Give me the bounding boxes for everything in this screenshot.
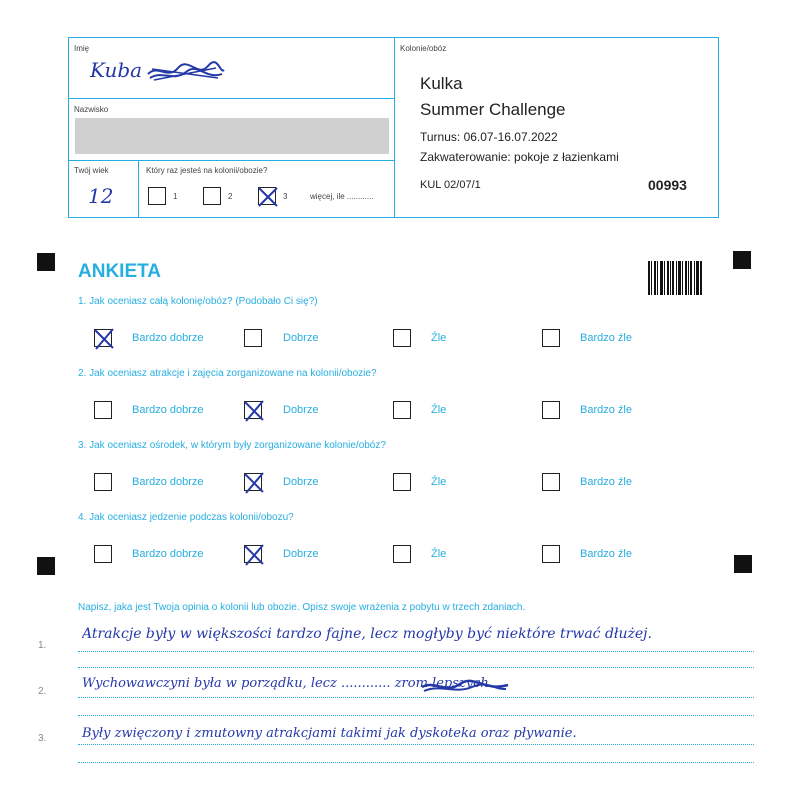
header-line-3 — [138, 160, 139, 218]
question-3-option-4-label: Bardzo źle — [580, 476, 632, 488]
question-4-option-3-label: Źle — [431, 548, 447, 560]
question-3-checkbox-4[interactable] — [542, 473, 560, 491]
check-x-icon — [256, 185, 280, 209]
camp-turnus: Turnus: 06.07-16.07.2022 — [420, 130, 558, 144]
header-line-2 — [68, 160, 395, 161]
surname-label: Nazwisko — [74, 105, 109, 114]
question-2-option-4-label: Bardzo źle — [580, 404, 632, 416]
question-3-option-3-label: Źle — [431, 476, 447, 488]
dotted-line-2a — [78, 697, 754, 698]
question-2-checkbox-3[interactable] — [393, 401, 411, 419]
question-2-option-1-label: Bardzo dobrze — [132, 404, 204, 416]
registration-marker-bottom-left — [37, 557, 55, 575]
age-value: 12 — [88, 184, 114, 208]
name-value: Kuba — [90, 58, 143, 82]
question-2-checkbox-2[interactable] — [244, 401, 262, 419]
question-3-option-1-label: Bardzo dobrze — [132, 476, 204, 488]
question-3-checkbox-1[interactable] — [94, 473, 112, 491]
surname-redacted — [75, 118, 389, 154]
times-option-2: 2 — [228, 192, 233, 201]
dotted-line-1a — [78, 651, 754, 652]
dotted-line-2b — [78, 715, 754, 716]
check-x-icon — [242, 543, 266, 567]
question-2-text: 2. Jak oceniasz atrakcje i zajęcia zorganizowane na kolonii/obozie? — [78, 368, 377, 379]
question-1-option-2-label: Dobrze — [283, 332, 319, 344]
header-line-1 — [68, 98, 395, 99]
camp-accommodation: Zakwaterowanie: pokoje z łazienkami — [420, 150, 619, 164]
registration-marker-top-right — [733, 251, 751, 269]
question-3-option-2-label: Dobrze — [283, 476, 319, 488]
question-1-checkbox-4[interactable] — [542, 329, 560, 347]
camp-name: Kulka — [420, 74, 463, 93]
barcode-icon — [648, 261, 702, 300]
times-checkbox-1[interactable] — [148, 187, 166, 205]
registration-marker-bottom-right — [734, 555, 752, 573]
dotted-line-3b — [78, 762, 754, 763]
times-label: Który raz jesteś na kolonii/obozie? — [146, 166, 268, 175]
question-1-option-3-label: Źle — [431, 332, 447, 344]
question-3-checkbox-2[interactable] — [244, 473, 262, 491]
age-label: Twój wiek — [74, 166, 109, 175]
question-1-option-4-label: Bardzo źle — [580, 332, 632, 344]
line-number-3: 3. — [38, 733, 47, 744]
camp-code: KUL 02/07/1 — [420, 179, 481, 191]
question-3-text: 3. Jak oceniasz ośrodek, w którym były zorganizowane kolonie/obóz? — [78, 440, 386, 451]
question-1-text: 1. Jak oceniasz całą kolonię/obóz? (Podobało Ci się?) — [78, 296, 318, 307]
header-divider — [394, 37, 395, 218]
opinion-line-1[interactable]: Atrakcje były w większości tardzo fajne, lecz mogłyby być niektóre trwać dłużej. — [82, 626, 652, 642]
question-2-checkbox-1[interactable] — [94, 401, 112, 419]
camp-number: 00993 — [648, 177, 687, 193]
check-x-icon — [242, 471, 266, 495]
times-option-3: 3 — [283, 192, 288, 201]
times-option-1: 1 — [173, 192, 178, 201]
question-2-option-2-label: Dobrze — [283, 404, 319, 416]
question-2-option-3-label: Źle — [431, 404, 447, 416]
opinion-line-3[interactable]: Były zwięczony i zmutowny atrakcjami takimi jak dyskoteka oraz pływanie. — [82, 726, 577, 741]
name-scribble — [146, 60, 226, 89]
opinion-line-2[interactable]: Wychowawczyni była w porządku, lecz ............ zrom lepszych. — [82, 676, 493, 691]
line-number-2: 2. — [38, 686, 47, 697]
question-4-option-2-label: Dobrze — [283, 548, 319, 560]
question-1-checkbox-2[interactable] — [244, 329, 262, 347]
check-x-icon — [92, 327, 116, 351]
question-1-checkbox-1[interactable] — [94, 329, 112, 347]
times-option-more: więcej, ile ............ — [310, 192, 374, 201]
opinion-prompt: Napisz, jaka jest Twoja opinia o kolonii lub obozie. Opisz swoje wrażenia z pobytu w trzech zdaniach. — [78, 602, 526, 613]
dotted-line-3a — [78, 744, 754, 745]
question-4-checkbox-4[interactable] — [542, 545, 560, 563]
registration-marker-top-left — [37, 253, 55, 271]
times-checkbox-3[interactable] — [258, 187, 276, 205]
question-4-checkbox-1[interactable] — [94, 545, 112, 563]
question-3-checkbox-3[interactable] — [393, 473, 411, 491]
question-1-option-1-label: Bardzo dobrze — [132, 332, 204, 344]
times-checkbox-2[interactable] — [203, 187, 221, 205]
question-4-option-1-label: Bardzo dobrze — [132, 548, 204, 560]
camp-label: Kolonie/obóz — [400, 44, 447, 53]
check-x-icon — [242, 399, 266, 423]
name-label: Imię — [74, 44, 90, 53]
question-1-checkbox-3[interactable] — [393, 329, 411, 347]
question-4-checkbox-3[interactable] — [393, 545, 411, 563]
survey-title: ANKIETA — [78, 261, 162, 282]
question-4-text: 4. Jak oceniasz jedzenie podczas kolonii/obozu? — [78, 512, 294, 523]
line-number-1: 1. — [38, 640, 47, 651]
camp-subtitle: Summer Challenge — [420, 100, 566, 119]
question-4-option-4-label: Bardzo źle — [580, 548, 632, 560]
question-2-checkbox-4[interactable] — [542, 401, 560, 419]
dotted-line-1b — [78, 667, 754, 668]
question-4-checkbox-2[interactable] — [244, 545, 262, 563]
